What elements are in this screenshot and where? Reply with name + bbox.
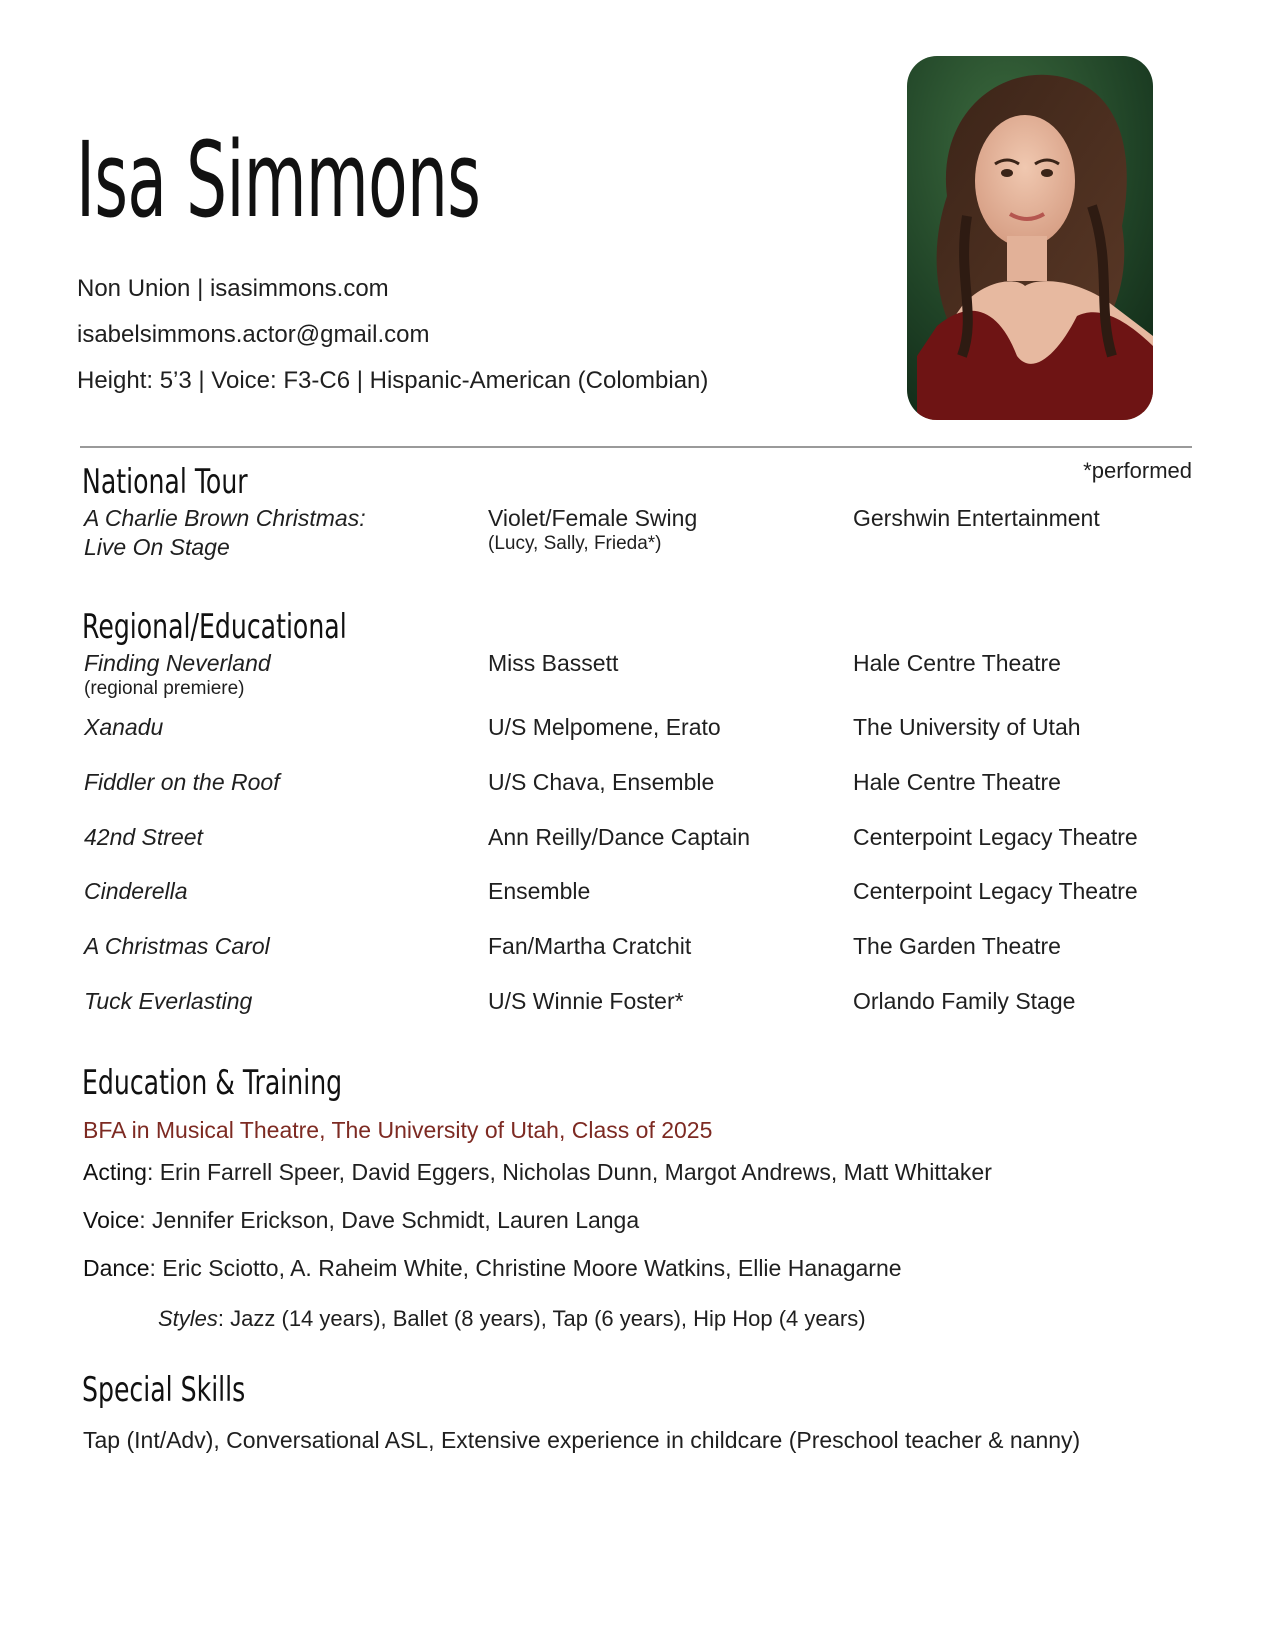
performed-note: *performed bbox=[1083, 458, 1192, 483]
headshot-image bbox=[907, 56, 1153, 420]
acting-training bbox=[83, 1159, 992, 1186]
headshot-photo bbox=[907, 56, 1153, 420]
role: Violet/Female Swing bbox=[488, 505, 698, 531]
show-title: Finding Neverland bbox=[84, 650, 271, 676]
show-title: Tuck Everlasting bbox=[84, 988, 253, 1014]
actor-name: Isa Simmons bbox=[76, 119, 481, 241]
show-title: 42nd Street bbox=[84, 824, 203, 850]
role: U/S Winnie Foster* bbox=[488, 988, 684, 1014]
show-title: A Charlie Brown Christmas: bbox=[84, 505, 366, 531]
special-skills-text: Tap (Int/Adv), Conversational ASL, Extensive experience in childcare (Preschool teacher & nanny) bbox=[83, 1427, 1081, 1453]
header-divider bbox=[80, 446, 1192, 448]
show-title: Xanadu bbox=[84, 714, 164, 740]
venue: Hale Centre Theatre bbox=[853, 769, 1061, 795]
styles-label: Styles bbox=[158, 1306, 218, 1331]
union-website: Non Union | isasimmons.com bbox=[77, 275, 389, 302]
acting-label: Acting bbox=[83, 1159, 147, 1185]
dance-teachers: : Eric Sciotto, A. Raheim White, Christine Moore Watkins, Ellie Hanagarne bbox=[149, 1255, 902, 1281]
dance-label: Dance bbox=[83, 1255, 150, 1281]
show-title: A Christmas Carol bbox=[84, 933, 270, 959]
role: Miss Bassett bbox=[488, 650, 619, 676]
email: isabelsimmons.actor@gmail.com bbox=[77, 321, 430, 348]
voice-label: Voice bbox=[83, 1207, 140, 1233]
dance-styles bbox=[158, 1306, 866, 1332]
section-title-skills: Special Skills bbox=[82, 1370, 246, 1410]
venue: Centerpoint Legacy Theatre bbox=[853, 824, 1138, 850]
voice-training bbox=[83, 1207, 639, 1234]
show-note: (regional premiere) bbox=[84, 678, 245, 699]
venue: Centerpoint Legacy Theatre bbox=[853, 878, 1138, 904]
styles-list: : Jazz (14 years), Ballet (8 years), Tap (6 years), Hip Hop (4 years) bbox=[217, 1306, 866, 1331]
role-note: (Lucy, Sally, Frieda*) bbox=[488, 533, 662, 554]
venue: Gershwin Entertainment bbox=[853, 505, 1100, 531]
show-title: Cinderella bbox=[84, 878, 188, 904]
role: Ensemble bbox=[488, 878, 591, 904]
acting-teachers: : Erin Farrell Speer, David Eggers, Nicholas Dunn, Margot Andrews, Matt Whittaker bbox=[146, 1159, 992, 1185]
role: Fan/Martha Cratchit bbox=[488, 933, 692, 959]
show-title: Fiddler on the Roof bbox=[84, 769, 280, 795]
section-title-education: Education & Training bbox=[82, 1063, 343, 1103]
role: U/S Melpomene, Erato bbox=[488, 714, 721, 740]
section-title-national-tour: National Tour bbox=[82, 462, 248, 502]
venue: The University of Utah bbox=[853, 714, 1081, 740]
physical-stats: Height: 5’3 | Voice: F3-C6 | Hispanic-American (Colombian) bbox=[77, 367, 709, 394]
show-title-line2: Live On Stage bbox=[84, 534, 230, 560]
role: U/S Chava, Ensemble bbox=[488, 769, 715, 795]
degree: BFA in Musical Theatre, The University of Utah, Class of 2025 bbox=[83, 1117, 713, 1143]
voice-teachers: : Jennifer Erickson, Dave Schmidt, Lauren Langa bbox=[139, 1207, 640, 1233]
venue: Hale Centre Theatre bbox=[853, 650, 1061, 676]
venue: The Garden Theatre bbox=[853, 933, 1061, 959]
dance-training bbox=[83, 1255, 902, 1282]
venue: Orlando Family Stage bbox=[853, 988, 1076, 1014]
role: Ann Reilly/Dance Captain bbox=[488, 824, 751, 850]
section-title-regional: Regional/Educational bbox=[82, 607, 347, 647]
